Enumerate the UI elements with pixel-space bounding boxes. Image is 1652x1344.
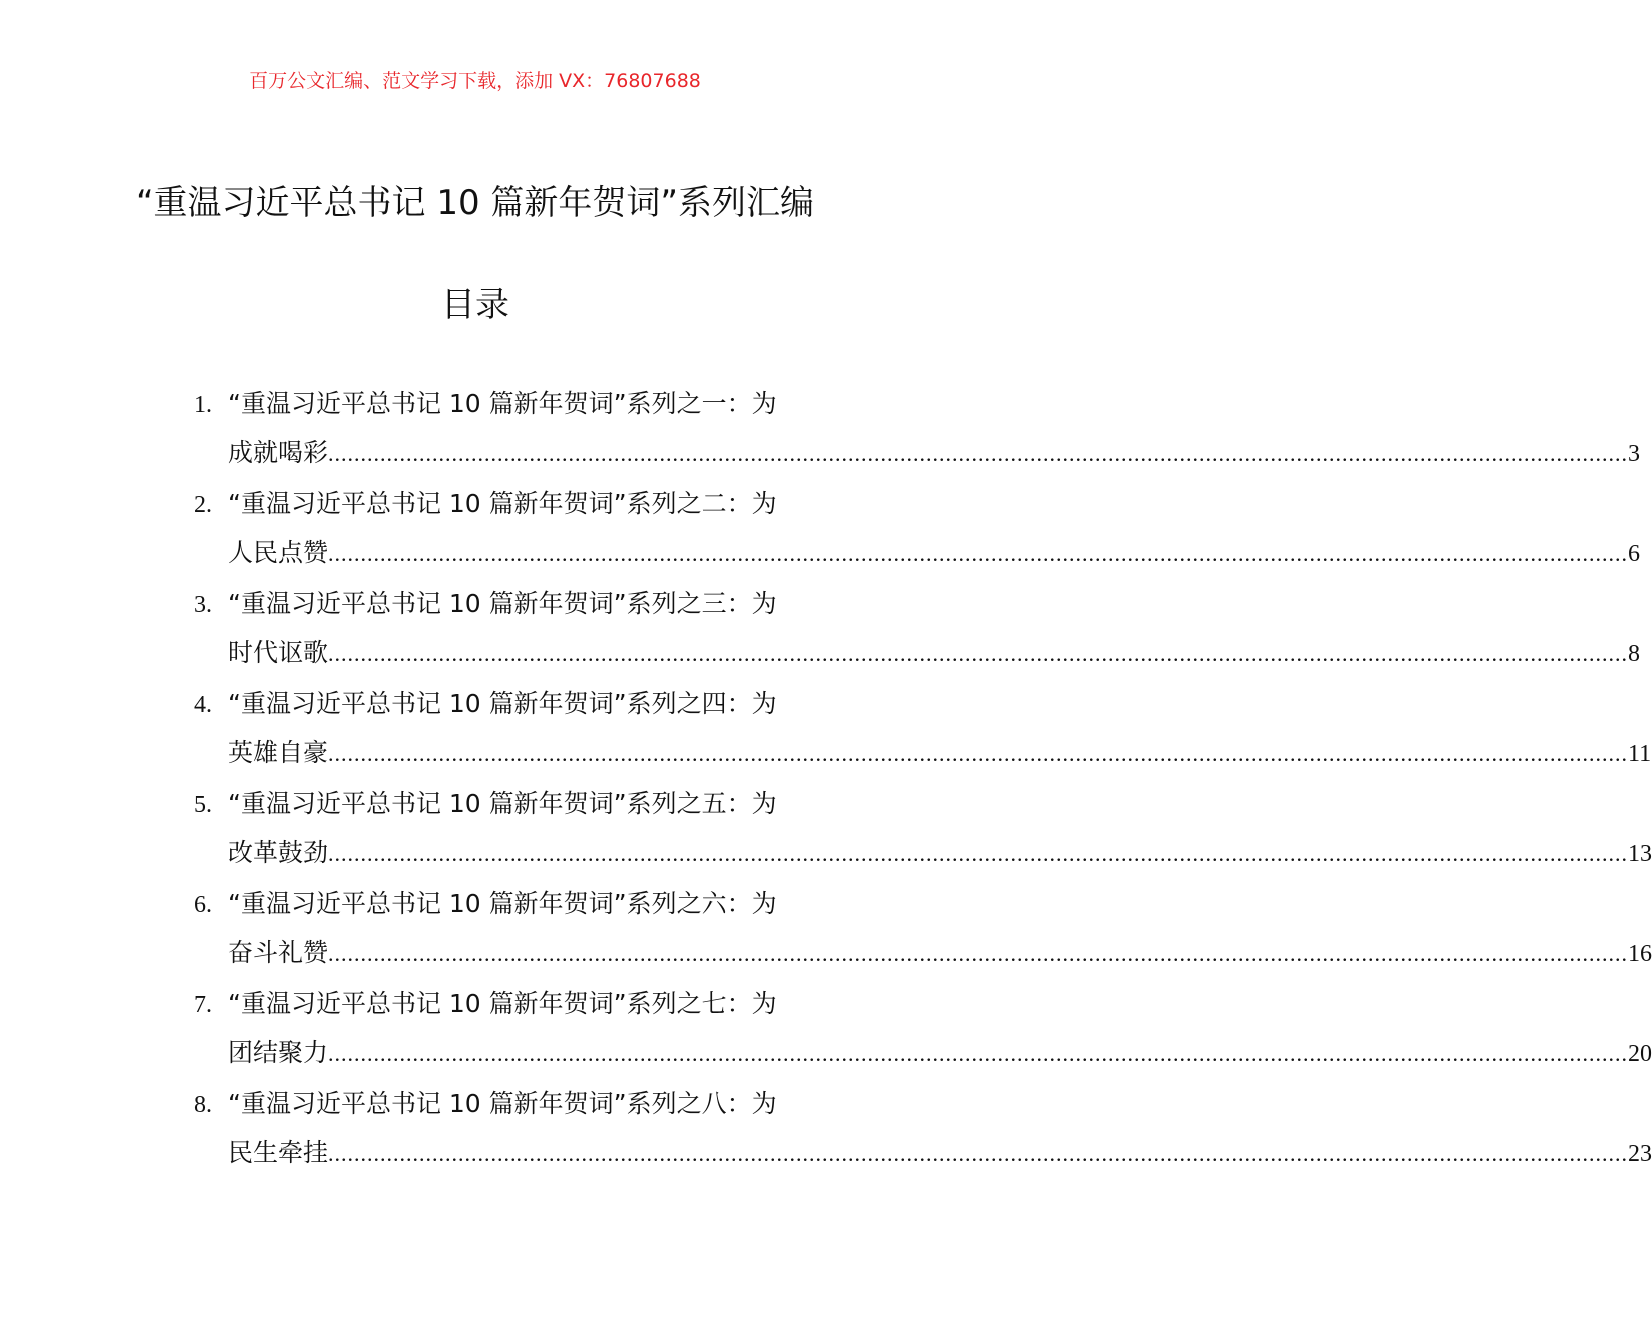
toc-page-number: 3 [1628, 441, 1641, 467]
toc-heading: 目录 [441, 285, 509, 325]
toc-entry-title: “重温习近平总书记 10 篇新年贺词”系列之八：为 [228, 1089, 777, 1118]
toc-entry-continuation [228, 1133, 1652, 1173]
toc-dot-leader: ........................................................................................................................................................................................................ [328, 441, 1629, 466]
toc-entry-continuation [228, 833, 1652, 873]
toc-dot-leader: ........................................................................................................................................................................................................ [328, 841, 1629, 866]
document-title: “重温习近平总书记 10 篇新年贺词”系列汇编 [135, 183, 815, 223]
toc-entry-title: “重温习近平总书记 10 篇新年贺词”系列之二：为 [228, 489, 777, 518]
toc-entry-continuation [228, 633, 1641, 673]
toc-entry-4[interactable] [0, 676, 1652, 776]
toc-entry-title: “重温习近平总书记 10 篇新年贺词”系列之四：为 [228, 689, 777, 718]
toc-entry-continuation [228, 733, 1652, 773]
toc-entry-2[interactable] [0, 476, 1641, 576]
toc-entry-number: 3. [194, 592, 212, 618]
toc-entry-title: “重温习近平总书记 10 篇新年贺词”系列之六：为 [228, 889, 777, 918]
toc-page-number: 23 [1628, 1141, 1652, 1167]
toc-entry-title: “重温习近平总书记 10 篇新年贺词”系列之七：为 [228, 989, 777, 1018]
toc-page-number: 6 [1628, 541, 1641, 567]
toc-entry-title: “重温习近平总书记 10 篇新年贺词”系列之五：为 [228, 789, 777, 818]
toc-entry-number: 2. [194, 492, 212, 518]
toc-page-number: 8 [1628, 641, 1641, 667]
toc-dot-leader: ........................................................................................................................................................................................................ [328, 541, 1629, 566]
toc-entry-continuation [228, 1033, 1652, 1073]
toc-entry-7[interactable] [0, 976, 1652, 1076]
toc-dot-leader: ........................................................................................................................................................................................................ [328, 1141, 1629, 1166]
toc-entry-3[interactable] [0, 576, 1641, 676]
toc-dot-leader: ........................................................................................................................................................................................................ [328, 741, 1629, 766]
toc-dot-leader: ........................................................................................................................................................................................................ [328, 641, 1629, 666]
toc-entry-number: 7. [194, 992, 212, 1018]
toc-entry-number: 6. [194, 892, 212, 918]
toc-page-number: 20 [1628, 1041, 1652, 1067]
toc-page-number: 11 [1628, 741, 1652, 767]
toc-entry-8[interactable] [0, 1076, 1652, 1176]
header-watermark-note: 百万公文汇编、范文学习下载，添加 VX：76807688 [249, 70, 701, 92]
toc-entry-subtitle: 团结聚力 [228, 1038, 329, 1067]
toc-entry-1[interactable] [0, 376, 1641, 476]
toc-entry-subtitle: 改革鼓劲 [228, 838, 329, 867]
table-of-contents [0, 376, 1652, 1176]
toc-entry-number: 1. [194, 392, 212, 418]
toc-entry-subtitle: 奋斗礼赞 [228, 938, 329, 967]
toc-page-number: 16 [1628, 941, 1652, 967]
toc-entry-6[interactable] [0, 876, 1652, 976]
toc-entry-number: 5. [194, 792, 212, 818]
toc-entry-continuation [228, 933, 1652, 973]
toc-entry-title: “重温习近平总书记 10 篇新年贺词”系列之三：为 [228, 589, 777, 618]
toc-entry-subtitle: 民生牵挂 [228, 1138, 329, 1167]
toc-entry-continuation [228, 433, 1641, 473]
toc-entry-subtitle: 成就喝彩 [228, 438, 329, 467]
toc-entry-subtitle: 英雄自豪 [228, 738, 329, 767]
toc-entry-number: 4. [194, 692, 212, 718]
toc-dot-leader: ........................................................................................................................................................................................................ [328, 941, 1629, 966]
toc-entry-title: “重温习近平总书记 10 篇新年贺词”系列之一：为 [228, 389, 777, 418]
toc-entry-number: 8. [194, 1092, 212, 1118]
toc-entry-subtitle: 时代讴歌 [228, 638, 329, 667]
toc-entry-continuation [228, 533, 1641, 573]
toc-page-number: 13 [1628, 841, 1652, 867]
toc-entry-subtitle: 人民点赞 [228, 538, 329, 567]
toc-entry-5[interactable] [0, 776, 1652, 876]
toc-dot-leader: ........................................................................................................................................................................................................ [328, 1041, 1629, 1066]
